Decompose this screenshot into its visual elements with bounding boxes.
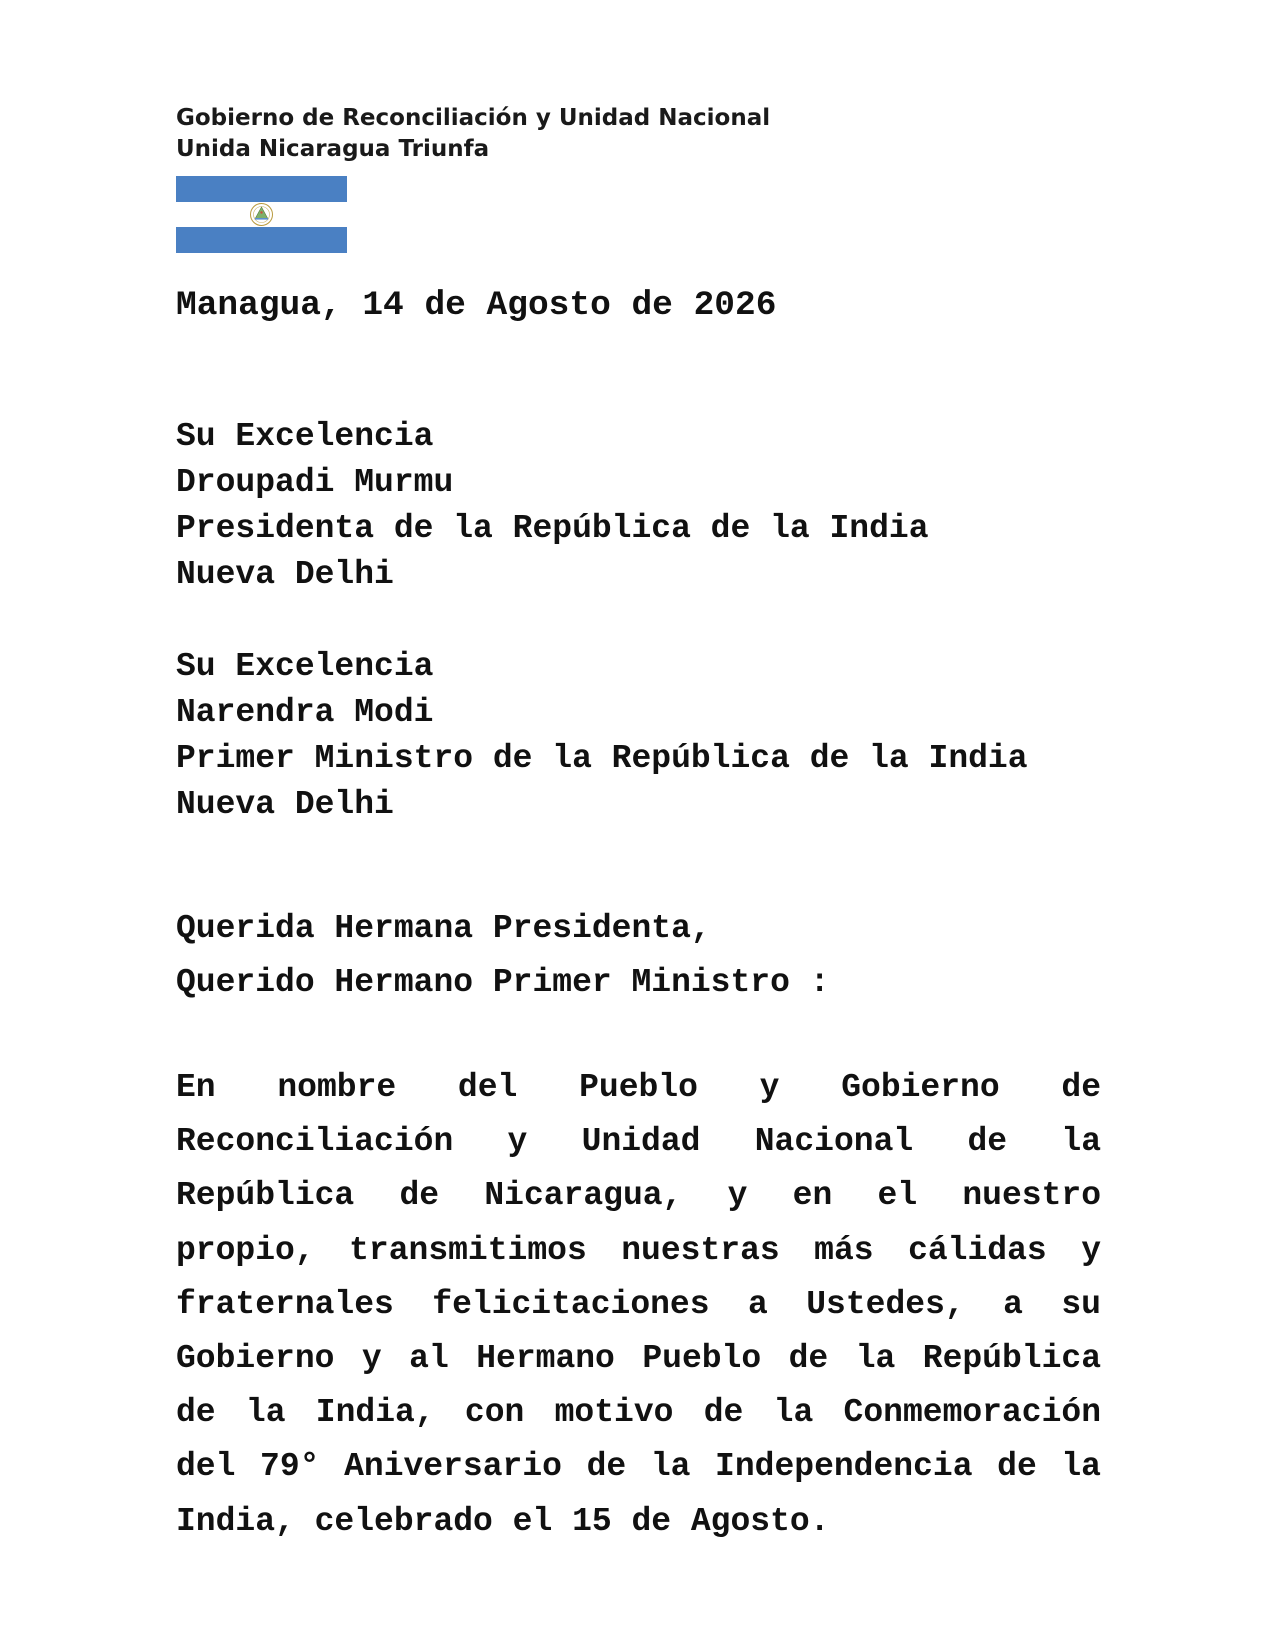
recipient-role: Primer Ministro de la República de la India bbox=[176, 740, 1028, 777]
salutation-line-1: Querida Hermana Presidenta, bbox=[176, 910, 711, 947]
government-slogan: Unida Nicaragua Triunfa bbox=[176, 136, 490, 162]
letter-date: Managua, 14 de Agosto de 2026 bbox=[176, 286, 777, 325]
recipient-name: Droupadi Murmu bbox=[176, 464, 454, 501]
salutation bbox=[176, 902, 830, 1010]
recipient-title: Su Excelencia bbox=[176, 418, 434, 455]
letterhead bbox=[176, 103, 770, 165]
coat-of-arms-icon bbox=[249, 202, 274, 227]
government-name: Gobierno de Reconciliación y Unidad Nacional bbox=[176, 105, 771, 131]
recipient-name: Narendra Modi bbox=[176, 694, 434, 731]
recipient-city: Nueva Delhi bbox=[176, 786, 394, 823]
flag-top-band bbox=[176, 176, 347, 202]
recipient-city: Nueva Delhi bbox=[176, 556, 394, 593]
recipient-block-1 bbox=[176, 414, 929, 598]
letter-body-paragraph: En nombre del Pueblo y Gobierno de Reconciliación y Unidad Nacional de la República de Nicaragua, y en el nuestro propio, transmitimos nuestras más cálidas y fraternales felicitaciones a Ustedes, a su Gobierno y al Hermano Pueblo de la República de la India, con motivo de la Conmemoración del 79° Aniversario de la Independencia de la India, celebrado el 15 de Agosto. bbox=[176, 1069, 1101, 1540]
nicaragua-flag bbox=[176, 176, 347, 253]
flag-bottom-band bbox=[176, 227, 347, 253]
recipient-block-2 bbox=[176, 644, 1028, 828]
recipient-title: Su Excelencia bbox=[176, 648, 434, 685]
salutation-line-2: Querido Hermano Primer Ministro : bbox=[176, 964, 830, 1001]
recipient-role: Presidenta de la República de la India bbox=[176, 510, 929, 547]
